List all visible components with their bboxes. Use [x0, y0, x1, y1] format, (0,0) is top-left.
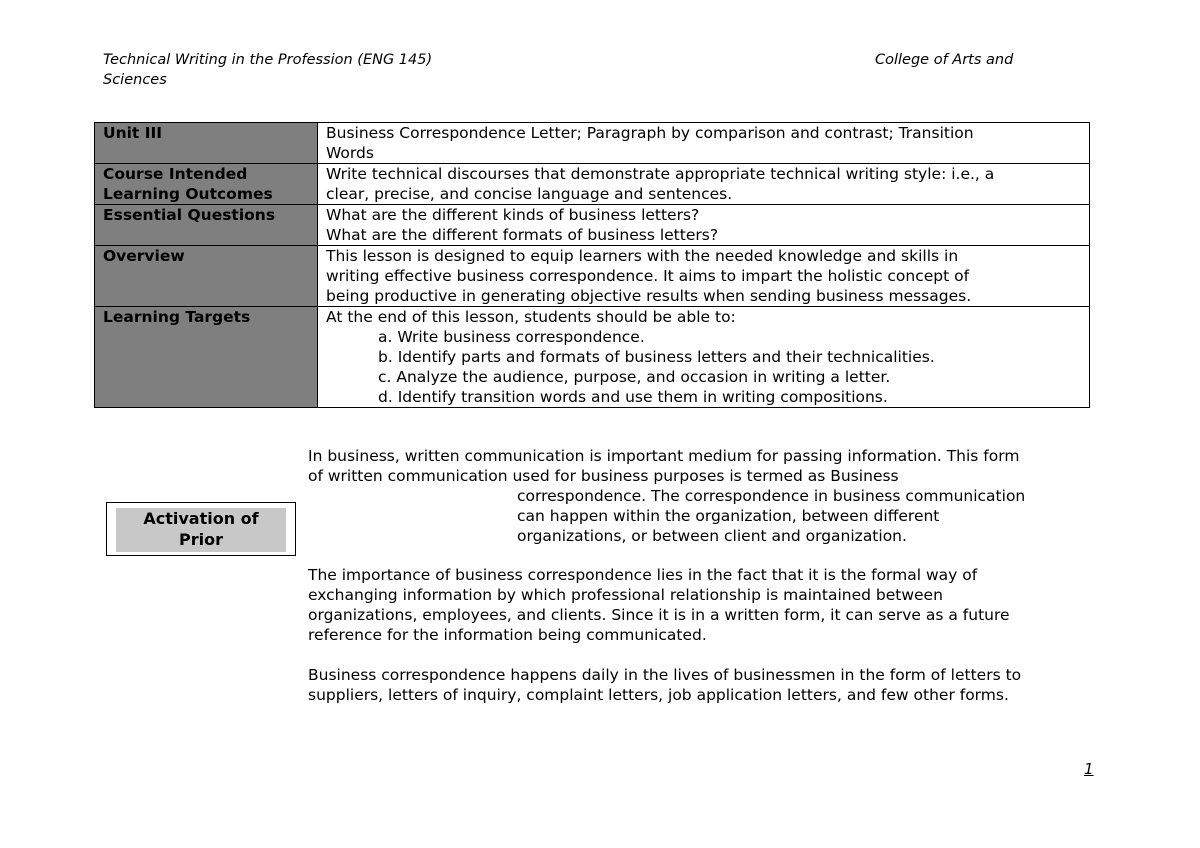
header-course	[103, 50, 503, 90]
table-row-cilo	[95, 164, 1090, 205]
list-item: c. Analyze the audience, purpose, and occasion in writing a letter.	[378, 368, 891, 386]
table-row-overview	[95, 246, 1090, 307]
header-college: College of Arts and	[875, 52, 1014, 68]
header-course-line1: Technical Writing in the Profession (ENG 145)	[103, 52, 433, 68]
activation-of-prior-box	[106, 502, 296, 556]
table-row-unit	[95, 123, 1090, 164]
table-row-essential-questions	[95, 205, 1090, 246]
paragraph-2: The importance of business correspondence lies in the fact that it is the formal way of exchanging information by which professional relationship is maintained between organizations, employees, and clients. Since it is in a written form, it can serve as a future reference for the information being communicated.	[308, 566, 1010, 644]
table-row-learning-targets	[95, 307, 1090, 408]
overview-label: Overview	[95, 246, 318, 307]
cilo-label: Course Intended Learning Outcomes	[95, 164, 318, 205]
essential-questions-content: What are the different kinds of business letters? What are the different formats of business letters?	[318, 205, 1090, 246]
cilo-content: Write technical discourses that demonstrate appropriate technical writing style: i.e., a clear, precise, and concise language and sentences.	[318, 164, 1090, 205]
list-item: b. Identify parts and formats of business letters and their technicalities.	[378, 348, 935, 366]
unit-content: Business Correspondence Letter; Paragraph by comparison and contrast; Transition Words	[318, 123, 1090, 164]
list-item: d. Identify transition words and use them in writing compositions.	[378, 388, 888, 406]
unit-table	[94, 122, 1090, 408]
paragraph-3: Business correspondence happens daily in the lives of businessmen in the form of letters to suppliers, letters of inquiry, complaint letters, job application letters, and few other forms.	[308, 666, 1022, 704]
activation-of-prior-label: Activation of Prior	[116, 508, 286, 552]
learning-targets-intro: At the end of this lesson, students should be able to:	[326, 308, 736, 326]
learning-targets-label: Learning Targets	[95, 307, 318, 408]
learning-targets-content	[318, 307, 1090, 408]
paragraph-1: In business, written communication is important medium for passing information. This form of written communication used for business purposes is termed as Business correspondence. The correspondence in business communication can happen within the organization, between different organizations, or between client and organization.	[308, 447, 1026, 545]
essential-questions-label: Essential Questions	[95, 205, 318, 246]
header-course-line2: Sciences	[103, 72, 167, 88]
list-item: a. Write business correspondence.	[378, 328, 645, 346]
overview-content: This lesson is designed to equip learners with the needed knowledge and skills in writing effective business correspondence. It aims to impart the holistic concept of being productive in generating objective results when sending business messages.	[318, 246, 1090, 307]
unit-label: Unit III	[95, 123, 318, 164]
page-number: 1	[1084, 760, 1094, 778]
